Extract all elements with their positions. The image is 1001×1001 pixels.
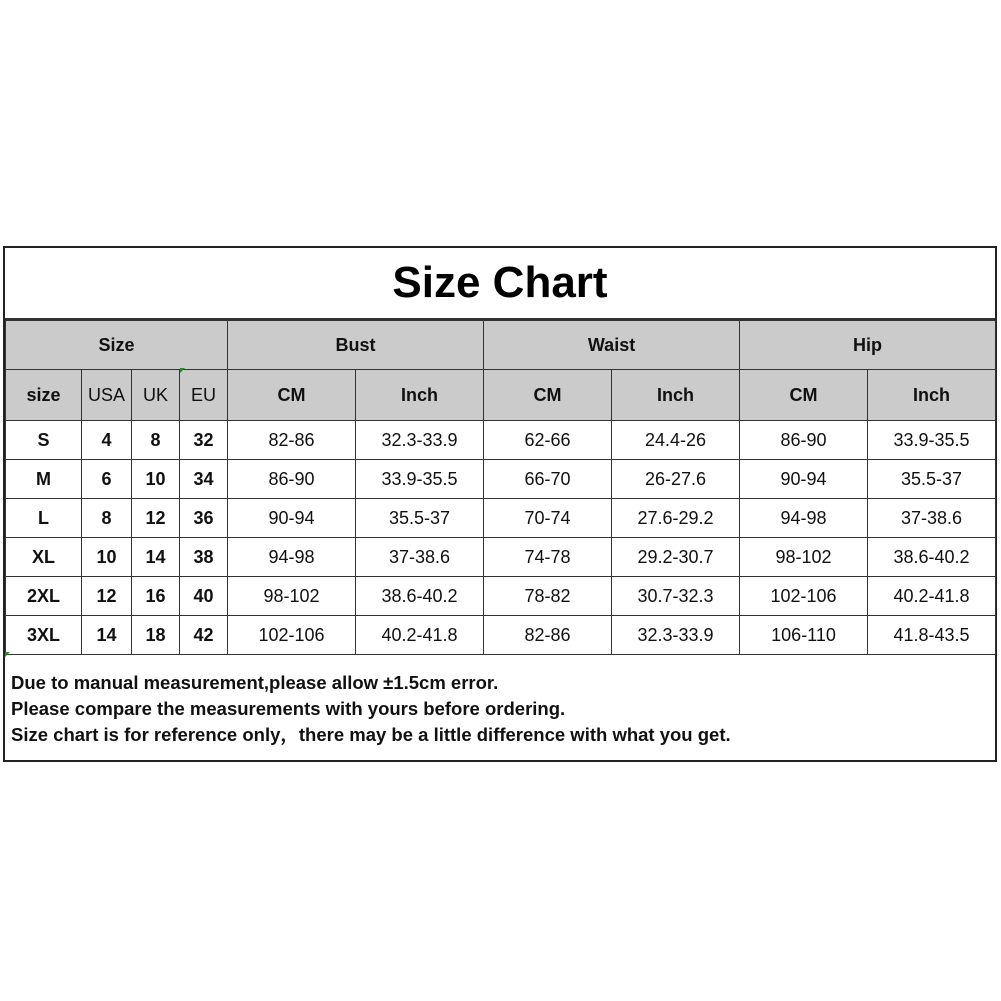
- cell-uk: 18: [132, 616, 180, 655]
- cell-eu: 38: [180, 538, 228, 577]
- cell-usa: 10: [82, 538, 132, 577]
- cell-hip-inch: 35.5-37: [868, 460, 996, 499]
- col-header-usa: USA: [82, 370, 132, 421]
- cell-usa: 6: [82, 460, 132, 499]
- cell-hip-cm: 102-106: [740, 577, 868, 616]
- cell-hip-cm: 98-102: [740, 538, 868, 577]
- cell-uk: 8: [132, 421, 180, 460]
- cell-hip-cm: 106-110: [740, 616, 868, 655]
- cell-bust-inch: 33.9-35.5: [356, 460, 484, 499]
- cell-waist-cm: 82-86: [484, 616, 612, 655]
- cell-waist-cm: 70-74: [484, 499, 612, 538]
- note-line: Due to manual measurement,please allow ±1.5cm error.: [11, 672, 499, 693]
- cell-bust-inch: 32.3-33.9: [356, 421, 484, 460]
- cell-waist-inch: 32.3-33.9: [612, 616, 740, 655]
- cell-waist-cm: 62-66: [484, 421, 612, 460]
- group-size-header: Size: [6, 321, 228, 370]
- cell-eu: 42: [180, 616, 228, 655]
- cell-waist-inch: 26-27.6: [612, 460, 740, 499]
- cell-bust-cm: 94-98: [228, 538, 356, 577]
- cell-hip-inch: 33.9-35.5: [868, 421, 996, 460]
- cell-waist-cm: 78-82: [484, 577, 612, 616]
- column-header-row: [6, 370, 996, 421]
- size-chart: [3, 246, 997, 762]
- cell-size: 3XL: [6, 616, 82, 655]
- cell-bust-cm: 102-106: [228, 616, 356, 655]
- cell-usa: 4: [82, 421, 132, 460]
- cell-hip-inch: 38.6-40.2: [868, 538, 996, 577]
- cell-hip-cm: 94-98: [740, 499, 868, 538]
- cell-bust-inch: 38.6-40.2: [356, 577, 484, 616]
- cell-hip-inch: 37-38.6: [868, 499, 996, 538]
- cell-waist-cm: 66-70: [484, 460, 612, 499]
- chart-title: Size Chart: [5, 248, 995, 320]
- table-row: [6, 577, 996, 616]
- cell-bust-cm: 98-102: [228, 577, 356, 616]
- cell-marker-icon: [5, 652, 10, 657]
- cell-usa: 14: [82, 616, 132, 655]
- cell-size: M: [6, 460, 82, 499]
- table-row: [6, 499, 996, 538]
- cell-size: S: [6, 421, 82, 460]
- cell-eu: 40: [180, 577, 228, 616]
- group-header-row: [6, 321, 996, 370]
- cell-bust-cm: 86-90: [228, 460, 356, 499]
- col-header-hip-inch: Inch: [868, 370, 996, 421]
- cell-bust-cm: 82-86: [228, 421, 356, 460]
- cell-size: L: [6, 499, 82, 538]
- cell-uk: 12: [132, 499, 180, 538]
- col-header-eu: EU: [180, 370, 228, 421]
- cell-hip-cm: 90-94: [740, 460, 868, 499]
- cell-waist-inch: 30.7-32.3: [612, 577, 740, 616]
- cell-eu: 36: [180, 499, 228, 538]
- group-waist-header: Waist: [484, 321, 740, 370]
- cell-usa: 8: [82, 499, 132, 538]
- table-row: [6, 616, 996, 655]
- cell-uk: 10: [132, 460, 180, 499]
- notes-section: [5, 654, 995, 760]
- col-header-size: size: [6, 370, 82, 421]
- cell-hip-inch: 40.2-41.8: [868, 577, 996, 616]
- note-line: Size chart is for reference only，there may be a little difference with what you get.: [11, 724, 731, 745]
- cell-size: XL: [6, 538, 82, 577]
- cell-waist-inch: 24.4-26: [612, 421, 740, 460]
- size-table: [5, 320, 996, 655]
- col-header-bust-cm: CM: [228, 370, 356, 421]
- cell-bust-inch: 35.5-37: [356, 499, 484, 538]
- col-header-uk: UK: [132, 370, 180, 421]
- group-hip-header: Hip: [740, 321, 996, 370]
- cell-uk: 16: [132, 577, 180, 616]
- table-row: [6, 421, 996, 460]
- cell-usa: 12: [82, 577, 132, 616]
- cell-size: 2XL: [6, 577, 82, 616]
- cell-eu: 32: [180, 421, 228, 460]
- table-row: [6, 538, 996, 577]
- cell-bust-cm: 90-94: [228, 499, 356, 538]
- col-header-bust-inch: Inch: [356, 370, 484, 421]
- table-row: [6, 460, 996, 499]
- cell-waist-cm: 74-78: [484, 538, 612, 577]
- cell-bust-inch: 37-38.6: [356, 538, 484, 577]
- cell-marker-icon: [180, 368, 185, 373]
- cell-bust-inch: 40.2-41.8: [356, 616, 484, 655]
- note-line: Please compare the measurements with yours before ordering.: [11, 698, 566, 719]
- cell-waist-inch: 29.2-30.7: [612, 538, 740, 577]
- group-bust-header: Bust: [228, 321, 484, 370]
- cell-hip-inch: 41.8-43.5: [868, 616, 996, 655]
- cell-eu: 34: [180, 460, 228, 499]
- col-header-waist-inch: Inch: [612, 370, 740, 421]
- cell-waist-inch: 27.6-29.2: [612, 499, 740, 538]
- cell-hip-cm: 86-90: [740, 421, 868, 460]
- col-header-waist-cm: CM: [484, 370, 612, 421]
- col-header-hip-cm: CM: [740, 370, 868, 421]
- cell-uk: 14: [132, 538, 180, 577]
